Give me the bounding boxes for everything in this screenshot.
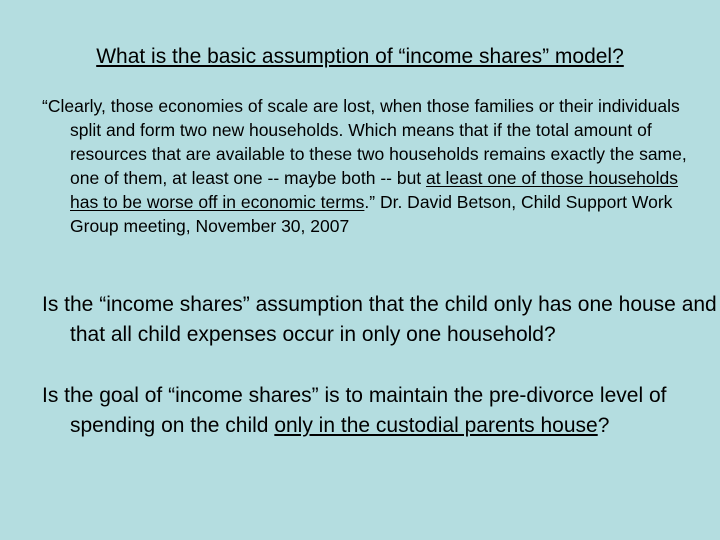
question-two-text-start: Is the goal of “income shares” is to maintain the pre-divorce level of spending on the child [42,384,667,437]
question-two [42,381,720,440]
betson-quote [42,94,710,238]
question-two-text-end: ? [597,413,610,437]
quote-text-start: “Clearly, those economies of scale are lost, when those families or their individuals split and form two new households. Which means that if the total amount of resources that are available to these two households remains exactly the same, one of them, at least one -- maybe both -- but [42,96,687,188]
slide-title: What is the basic assumption of “income shares” model? [96,45,624,68]
question-two-underlined-text: only in the custodial parents house [274,413,598,437]
question-one: Is the “income shares” assumption that the child only has one house and that all child expenses occur in only one household? [42,293,717,346]
quote-text-end: .” Dr. David Betson, Child Support Work Group meeting, November 30, 2007 [70,192,673,236]
quote-underlined-text: at least one of those households has to be worse off in economic terms [70,168,679,212]
